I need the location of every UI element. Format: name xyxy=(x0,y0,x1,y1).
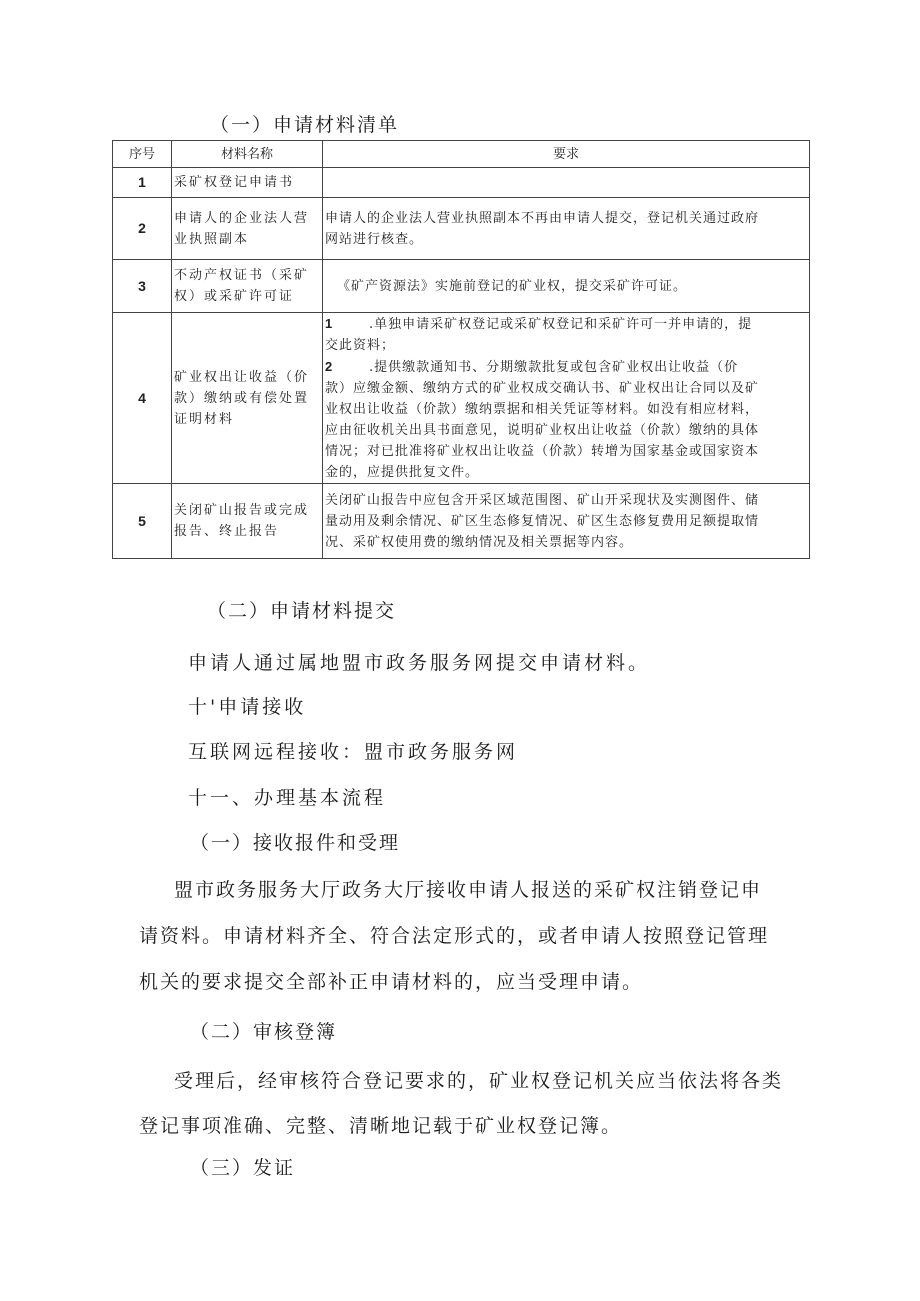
row-number: 1 xyxy=(113,168,172,198)
material-name-line: 权）或采矿许可证 xyxy=(174,289,295,304)
material-name-line: 业执照副本 xyxy=(174,231,250,247)
submission-heading: （二）申请材料提交 xyxy=(207,600,397,622)
material-name xyxy=(172,198,323,260)
row-number: 3 xyxy=(113,260,172,313)
table-row xyxy=(113,313,810,484)
requirement-cell xyxy=(323,168,810,198)
requirement-cell xyxy=(323,260,810,313)
table-row xyxy=(113,198,810,260)
step2-heading: （二）审核登簿 xyxy=(190,1021,338,1043)
requirement-line: 量动用及剩余情况、矿区生态修复情况、矿区生态修复费用足额提取情 xyxy=(325,513,760,529)
requirement-line: 网站进行核查。 xyxy=(325,231,424,247)
requirement-item-number: 2 xyxy=(325,359,334,374)
receipt-text: 互联网远程接收：盟市政务服务网 xyxy=(188,741,519,763)
material-name-line: 款）缴纳或有偿处置 xyxy=(174,390,310,406)
requirement-line: 业权出让收益（价款）缴纳票据和相关凭证等材料。如没有相应材料， xyxy=(325,402,760,417)
step3-heading: （三）发证 xyxy=(190,1157,296,1179)
requirement-line xyxy=(325,313,807,335)
row-number: 2 xyxy=(113,198,172,260)
materials-table xyxy=(112,140,810,559)
step2-line: 登记事项准确、完整、清晰地记载于矿业权登记簿。 xyxy=(139,1115,623,1137)
requirement-item-text: .单独申请采矿权登记或采矿权登记和采矿许可一并申请的，提 xyxy=(369,317,753,332)
material-name-line: 关闭矿山报告或完成 xyxy=(174,503,310,518)
requirement-cell xyxy=(323,198,810,260)
row-number: 4 xyxy=(113,313,172,484)
requirement-line: 应由征收机关出具书面意见，说明矿业权出让收益（价款）缴纳的具体 xyxy=(325,423,760,438)
receipt-heading: 十'申请接收 xyxy=(188,696,307,718)
step1-heading: （一）接收报件和受理 xyxy=(190,832,401,854)
requirement-line: 《矿产资源法》实施前登记的矿业权，提交采矿许可证。 xyxy=(337,278,688,294)
step1-line: 请资料。申请材料齐全、符合法定形式的，或者申请人按照登记管理 xyxy=(139,925,770,947)
materials-list-heading: （一）申请材料清单 xyxy=(210,114,400,136)
material-name-line: 证明材料 xyxy=(174,411,235,427)
requirement-line: 金的，应提供批复文件。 xyxy=(325,465,480,480)
requirement-cell xyxy=(323,313,810,484)
material-name xyxy=(172,484,323,559)
material-name-line: 报告、终止报告 xyxy=(174,524,280,539)
material-name-line: 采矿权登记申请书 xyxy=(174,175,295,190)
material-name xyxy=(172,260,323,313)
step1-line: 机关的要求提交全部补正申请材料的，应当受理申请。 xyxy=(139,971,644,993)
material-name xyxy=(172,168,323,198)
material-name xyxy=(172,313,323,484)
table-row xyxy=(113,260,810,313)
requirement-line: 关闭矿山报告中应包含开采区域范围图、矿山开采现状及实测图件、储 xyxy=(325,492,760,508)
requirement-line: 况、采矿权使用费的缴纳情况及相关票据等内容。 xyxy=(325,534,634,550)
table-row xyxy=(113,168,810,198)
requirement-line: 交此资料； xyxy=(325,338,396,353)
material-name-line: 矿业权出让收益（价 xyxy=(174,369,310,385)
step1-line: 盟市政务服务大厅政务大厅接收申请人报送的采矿权注销登记申 xyxy=(174,879,763,901)
header-index: 序号 xyxy=(113,141,172,168)
requirement-cell xyxy=(323,484,810,559)
requirement-line: 情况；对已批准将矿业权出让收益（价款）转增为国家基金或国家资本 xyxy=(325,444,760,459)
process-heading: 十一、办理基本流程 xyxy=(188,787,387,809)
requirement-line: 款）应缴金额、缴纳方式的矿业权成交确认书、矿业权出让合同以及矿 xyxy=(325,381,760,396)
material-name-line: 不动产权证书（采矿 xyxy=(174,268,310,283)
requirement-line: 申请人的企业法人营业执照副本不再由申请人提交，登记机关通过政府 xyxy=(325,210,760,226)
row-number: 5 xyxy=(113,484,172,559)
material-name-line: 申请人的企业法人营 xyxy=(174,210,310,226)
table-header-row xyxy=(113,141,810,168)
requirement-item-text: .提供缴款通知书、分期缴款批复或包含矿业权出让收益（价 xyxy=(369,360,739,375)
requirement-line xyxy=(325,356,807,378)
header-requirement: 要求 xyxy=(323,141,810,168)
step2-line: 受理后，经审核符合登记要求的，矿业权登记机关应当依法将各类 xyxy=(174,1070,784,1092)
requirement-item-number: 1 xyxy=(325,316,334,331)
header-material-name: 材料名称 xyxy=(172,141,323,168)
table-row xyxy=(113,484,810,559)
submission-text: 申请人通过属地盟市政务服务网提交申请材料。 xyxy=(188,652,651,674)
